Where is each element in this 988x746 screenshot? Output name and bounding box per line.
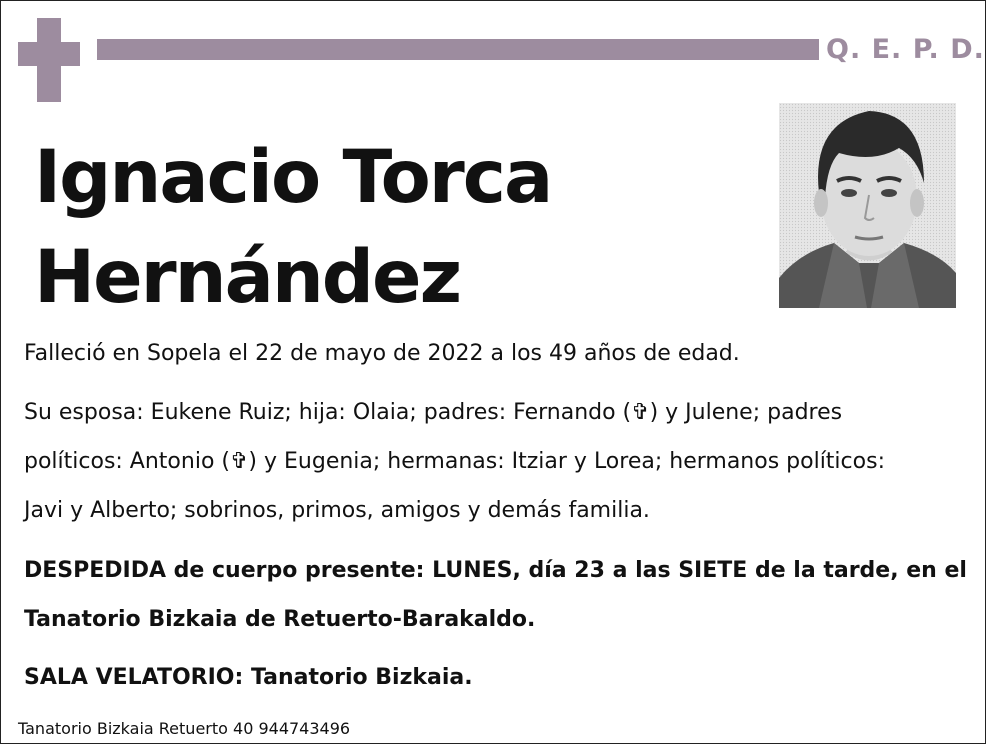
wake-room: SALA VELATORIO: Tanatorio Bizkaia. bbox=[24, 665, 473, 690]
name-line-1: Ignacio Torca bbox=[34, 135, 552, 220]
qepd-label: Q. E. P. D. bbox=[826, 34, 985, 65]
death-details: Falleció en Sopela el 22 de mayo de 2022 a los 49 años de edad. bbox=[24, 341, 740, 366]
farewell-line-1: DESPEDIDA de cuerpo presente: LUNES, día 23 a las SIETE de la tarde, en el bbox=[24, 558, 967, 583]
family-line-1: Su esposa: Eukene Ruiz; hija: Olaia; padres: Fernando (✞) y Julene; padres bbox=[24, 400, 843, 425]
farewell-line-2: Tanatorio Bizkaia de Retuerto-Barakaldo. bbox=[24, 607, 536, 632]
name-line-2: Hernández bbox=[34, 235, 461, 320]
family-line-2: políticos: Antonio (✞) y Eugenia; hermanas: Itziar y Lorea; hermanos políticos: bbox=[24, 449, 885, 474]
footer-contact: Tanatorio Bizkaia Retuerto 40 944743496 bbox=[18, 719, 351, 738]
deceased-name bbox=[34, 128, 754, 328]
portrait-photo-icon bbox=[779, 103, 956, 308]
portrait-photo bbox=[779, 103, 956, 308]
header-bar bbox=[97, 39, 819, 60]
family-line-3: Javi y Alberto; sobrinos, primos, amigos y demás familia. bbox=[24, 498, 650, 523]
